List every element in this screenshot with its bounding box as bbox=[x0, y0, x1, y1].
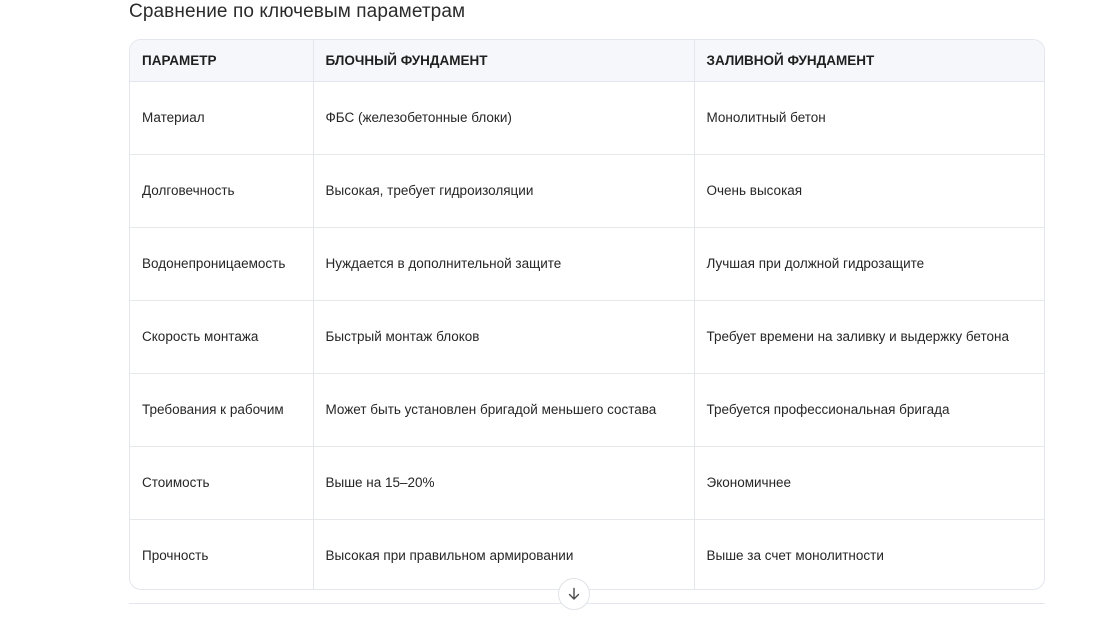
table-cell: Долговечность bbox=[130, 154, 313, 227]
table-row bbox=[130, 227, 1044, 300]
table-cell: Может быть установлен бригадой меньшего состава bbox=[313, 373, 694, 446]
scroll-down-button[interactable] bbox=[558, 578, 590, 610]
table-row bbox=[130, 446, 1044, 519]
table-row bbox=[130, 373, 1044, 446]
table-cell: Скорость монтажа bbox=[130, 300, 313, 373]
comparison-table bbox=[129, 39, 1045, 590]
arrow-down-icon bbox=[567, 587, 581, 601]
column-header-poured-foundation: ЗАЛИВНОЙ ФУНДАМЕНТ bbox=[694, 40, 1044, 81]
table-header-row bbox=[130, 40, 1044, 81]
table-cell: Требования к рабочим bbox=[130, 373, 313, 446]
table-row bbox=[130, 519, 1044, 590]
table-cell: Экономичнее bbox=[694, 446, 1044, 519]
table-cell: Требует времени на заливку и выдержку бетона bbox=[694, 300, 1044, 373]
table-cell: Материал bbox=[130, 81, 313, 154]
section-heading: Сравнение по ключевым параметрам bbox=[129, 1, 466, 22]
table-cell: Прочность bbox=[130, 519, 313, 590]
table-cell: Высокая, требует гидроизоляции bbox=[313, 154, 694, 227]
table-cell: Требуется профессиональная бригада bbox=[694, 373, 1044, 446]
table-cell: Высокая при правильном армировании bbox=[313, 519, 694, 590]
table-cell: Выше за счет монолитности bbox=[706, 548, 884, 564]
table-cell: Водонепроницаемость bbox=[130, 227, 313, 300]
table-cell: Монолитный бетон bbox=[694, 81, 1044, 154]
table-row bbox=[130, 154, 1044, 227]
table-cell: Стоимость bbox=[130, 446, 313, 519]
table-cell: Лучшая при должной гидрозащите bbox=[694, 227, 1044, 300]
table-cell: Выше на 15–20% bbox=[313, 446, 694, 519]
table-row bbox=[130, 81, 1044, 154]
table-cell: ФБС (железобетонные блоки) bbox=[313, 81, 694, 154]
column-header-block-foundation: БЛОЧНЫЙ ФУНДАМЕНТ bbox=[313, 40, 694, 81]
table-cell: Нуждается в дополнительной защите bbox=[313, 227, 694, 300]
column-header-parameter: ПАРАМЕТР bbox=[130, 40, 313, 81]
table-cell: Очень высокая bbox=[694, 154, 1044, 227]
table-cell: Быстрый монтаж блоков bbox=[313, 300, 694, 373]
table-row bbox=[130, 300, 1044, 373]
